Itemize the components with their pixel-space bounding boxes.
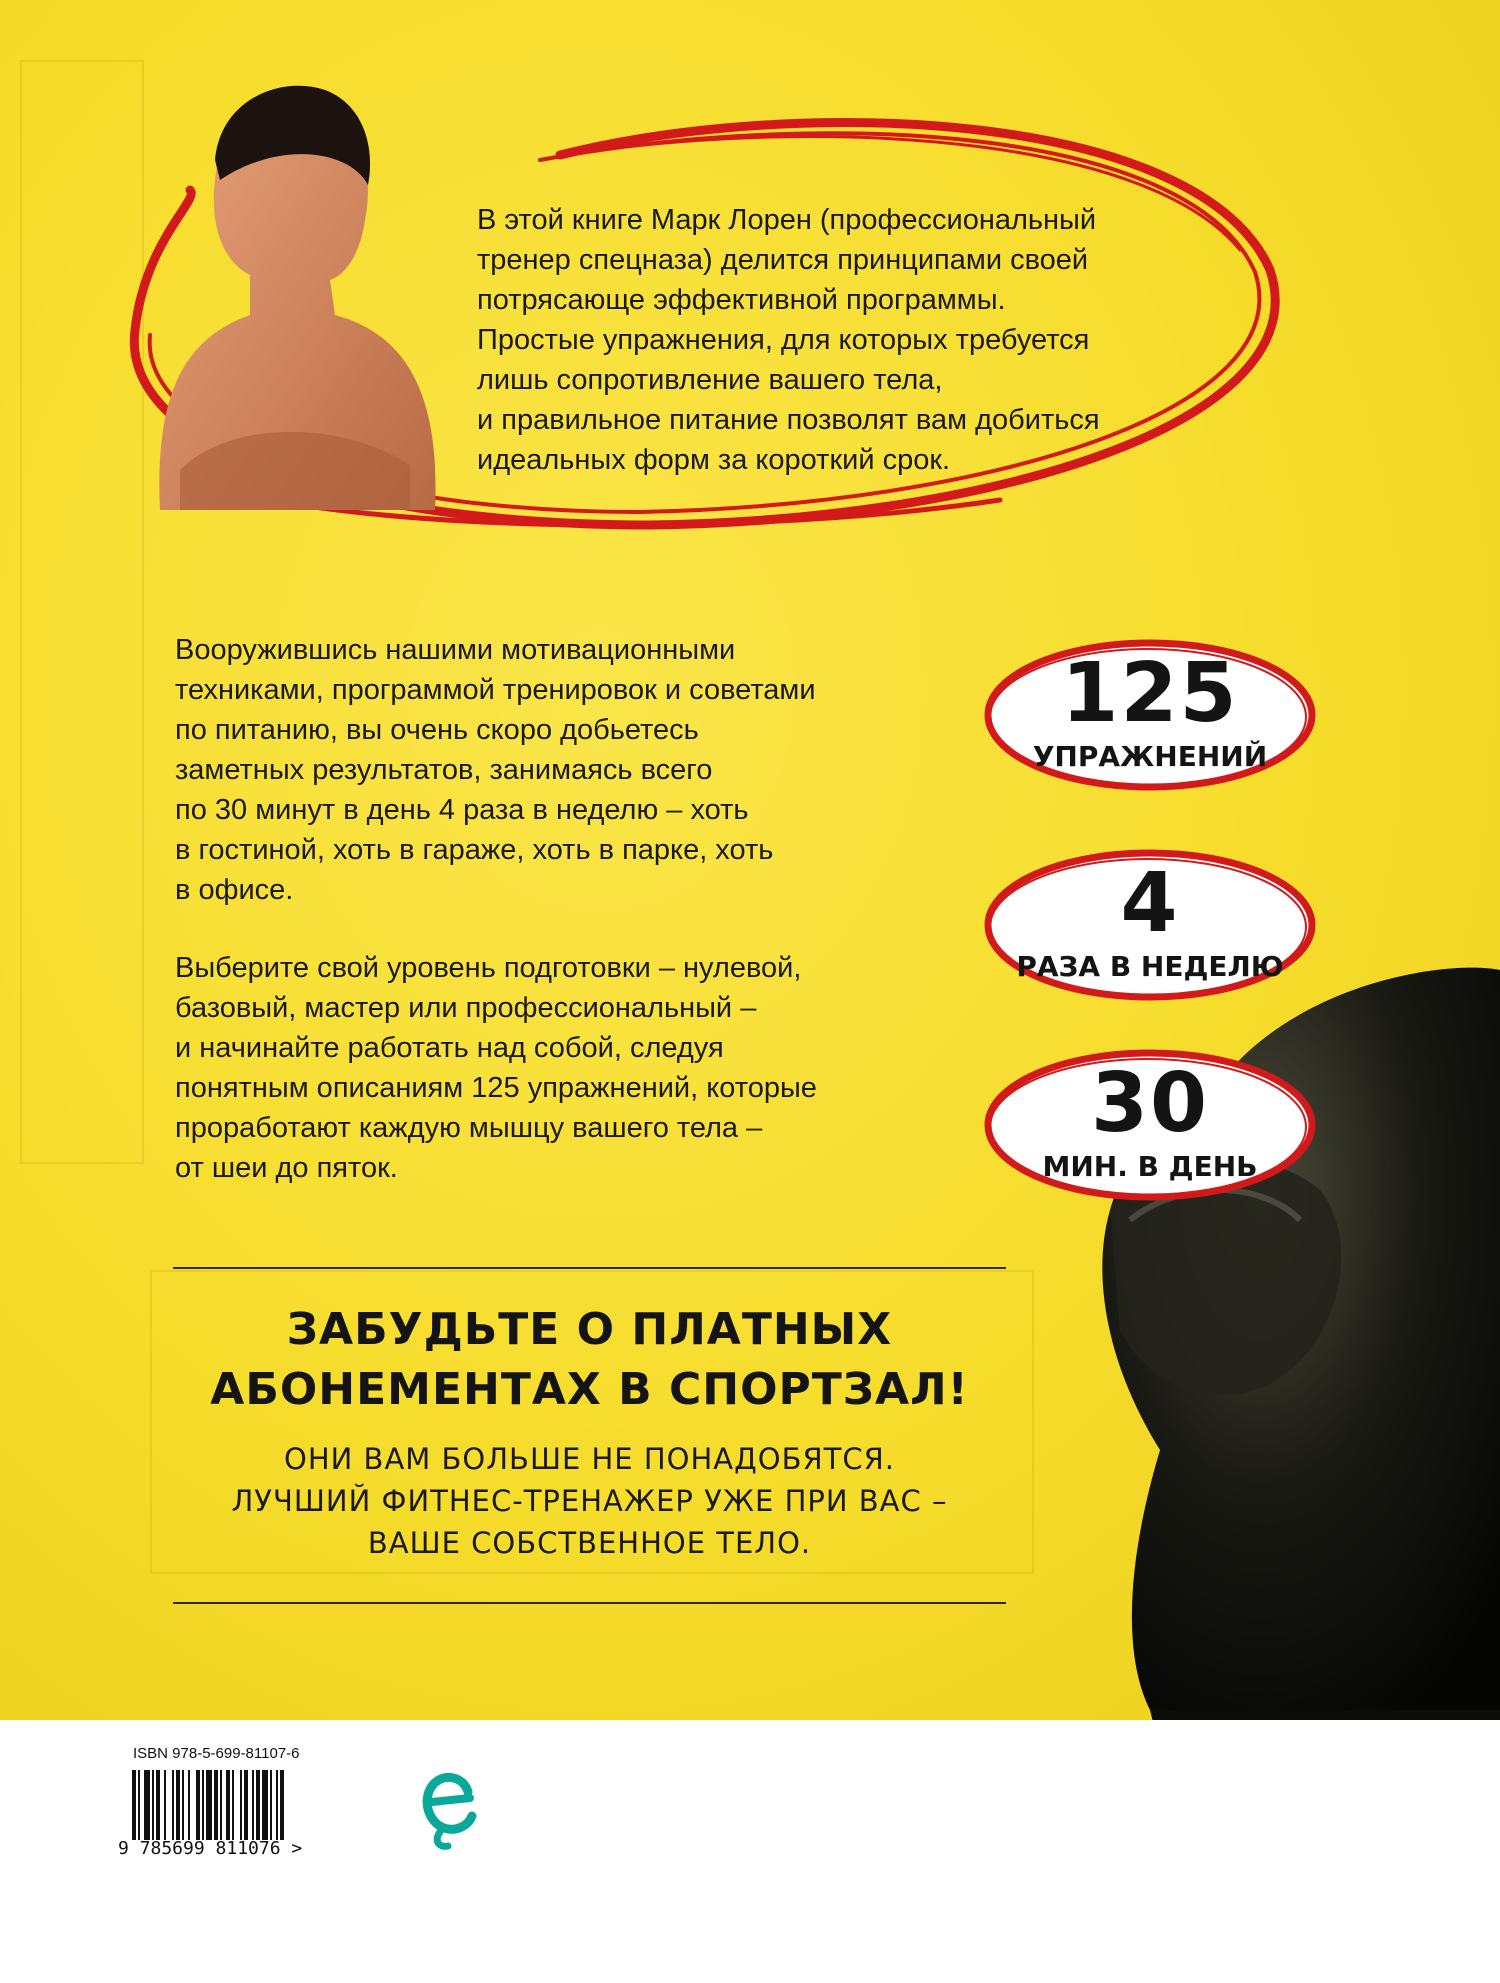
headline-line: ЗАБУДЬТЕ О ПЛАТНЫХ [286, 1304, 893, 1355]
intro-line: потрясающе эффективной программы. [477, 284, 1006, 316]
body-line: проработают каждую мышцу вашего тела – [175, 1112, 763, 1144]
intro-line: В этой книге Марк Лорен (профессиональный [477, 204, 1097, 236]
subheadline-line: ОНИ ВАМ БОЛЬШЕ НЕ ПОНАДОБЯТСЯ. [284, 1442, 895, 1476]
intro-line: лишь сопротивление вашего тела, [477, 364, 943, 396]
body-line: по 30 минут в день 4 раза в неделю – хоть [175, 794, 749, 826]
intro-text [477, 200, 1127, 480]
intro-line: тренер спецназа) делится принципами своей [477, 244, 1089, 276]
barcode-digits: 9 785699 811076 > [118, 1838, 303, 1859]
badge-label: РАЗА В НЕДЕЛЮ [1016, 950, 1284, 983]
body-paragraph-1 [175, 630, 855, 910]
body-line: в офисе. [175, 874, 294, 906]
badge-number: 30 [1090, 1056, 1210, 1151]
publisher-logo-icon [420, 1762, 482, 1852]
body-line: от шеи до пяток. [175, 1152, 398, 1184]
body-line: и начинайте работать над собой, следуя [175, 1032, 724, 1064]
author-photo [140, 70, 440, 510]
intro-line: Простые упражнения, для которых требуется [477, 324, 1090, 356]
body-line: Выберите свой уровень подготовки – нулевой, [175, 952, 802, 984]
body-line: Вооружившись нашими мотивационными [175, 634, 736, 666]
body-line: техниками, программой тренировок и советами [175, 674, 816, 706]
intro-line: и правильное питание позволят вам добиться [477, 404, 1100, 436]
badge-label: УПРАЖНЕНИЙ [1032, 740, 1268, 773]
body-line: заметных результатов, занимаясь всего [175, 754, 713, 786]
divider-bottom [173, 1602, 1006, 1604]
badge-number: 125 [1061, 646, 1239, 741]
subheadline [173, 1438, 1006, 1564]
stat-badge-frequency [980, 845, 1320, 1005]
badge-number: 4 [1120, 856, 1180, 951]
body-paragraph-2 [175, 948, 855, 1188]
badge-label: МИН. В ДЕНЬ [1042, 1150, 1258, 1183]
headline-line: АБОНЕМЕНТАХ В СПОРТЗАЛ! [210, 1364, 969, 1415]
subheadline-line: ВАШЕ СОБСТВЕННОЕ ТЕЛО. [367, 1526, 812, 1560]
isbn-label: ISBN 978-5-699-81107-6 [133, 1745, 300, 1762]
headline [173, 1300, 1006, 1420]
body-line: базовый, мастер или профессиональный – [175, 992, 757, 1024]
stat-badge-exercises [980, 635, 1320, 795]
subheadline-line: ЛУЧШИЙ ФИТНЕС-ТРЕНАЖЕР УЖЕ ПРИ ВАС – [231, 1484, 948, 1518]
stat-badge-duration [980, 1045, 1320, 1205]
body-line: в гостиной, хоть в гараже, хоть в парке, хоть [175, 834, 774, 866]
isbn-barcode [132, 1770, 332, 1845]
intro-line: идеальных форм за короткий срок. [477, 444, 951, 476]
body-line: понятным описаниям 125 упражнений, которые [175, 1072, 817, 1104]
divider-top [173, 1267, 1006, 1269]
body-line: по питанию, вы очень скоро добьетесь [175, 714, 699, 746]
